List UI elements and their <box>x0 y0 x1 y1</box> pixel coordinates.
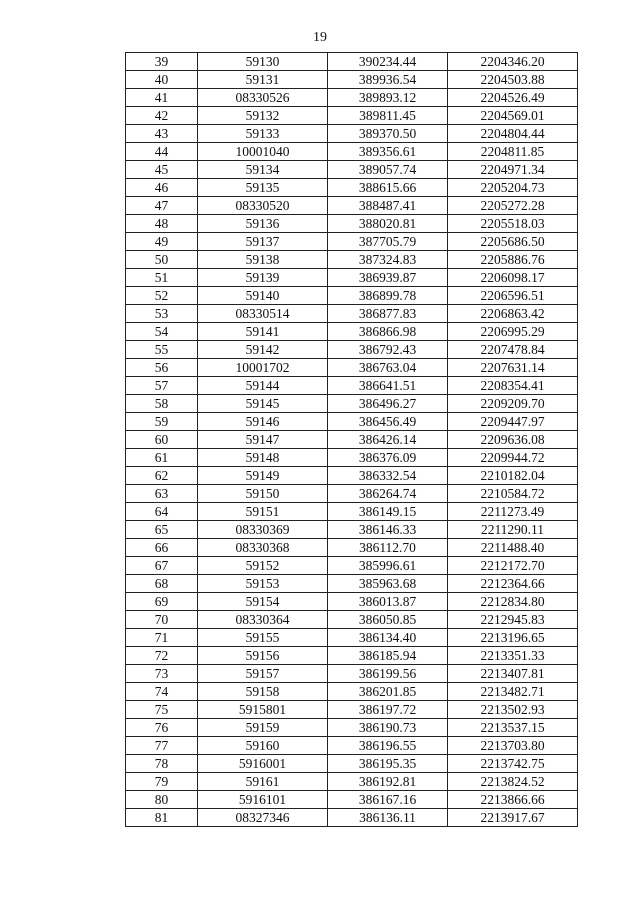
point-id-cell: 59147 <box>198 431 328 449</box>
row-number-cell: 47 <box>126 197 198 215</box>
row-number-cell: 60 <box>126 431 198 449</box>
x-coordinate-cell: 388615.66 <box>328 179 448 197</box>
row-number-cell: 40 <box>126 71 198 89</box>
point-id-cell: 08330526 <box>198 89 328 107</box>
y-coordinate-cell: 2205272.28 <box>448 197 578 215</box>
table-row <box>126 557 578 575</box>
point-id-cell: 5916101 <box>198 791 328 809</box>
table-row <box>126 53 578 71</box>
row-number-cell: 72 <box>126 647 198 665</box>
point-id-cell: 59155 <box>198 629 328 647</box>
point-id-cell: 59136 <box>198 215 328 233</box>
y-coordinate-cell: 2204971.34 <box>448 161 578 179</box>
point-id-cell: 59152 <box>198 557 328 575</box>
y-coordinate-cell: 2213824.52 <box>448 773 578 791</box>
row-number-cell: 69 <box>126 593 198 611</box>
point-id-cell: 59144 <box>198 377 328 395</box>
table-row <box>126 665 578 683</box>
row-number-cell: 59 <box>126 413 198 431</box>
point-id-cell: 59131 <box>198 71 328 89</box>
y-coordinate-cell: 2212172.70 <box>448 557 578 575</box>
row-number-cell: 56 <box>126 359 198 377</box>
table-row <box>126 737 578 755</box>
y-coordinate-cell: 2213502.93 <box>448 701 578 719</box>
y-coordinate-cell: 2209944.72 <box>448 449 578 467</box>
x-coordinate-cell: 386197.72 <box>328 701 448 719</box>
x-coordinate-cell: 386134.40 <box>328 629 448 647</box>
x-coordinate-cell: 389370.50 <box>328 125 448 143</box>
row-number-cell: 55 <box>126 341 198 359</box>
row-number-cell: 39 <box>126 53 198 71</box>
x-coordinate-cell: 386013.87 <box>328 593 448 611</box>
row-number-cell: 48 <box>126 215 198 233</box>
row-number-cell: 45 <box>126 161 198 179</box>
x-coordinate-cell: 386792.43 <box>328 341 448 359</box>
point-id-cell: 59157 <box>198 665 328 683</box>
point-id-cell: 59134 <box>198 161 328 179</box>
table-row <box>126 359 578 377</box>
x-coordinate-cell: 386190.73 <box>328 719 448 737</box>
row-number-cell: 75 <box>126 701 198 719</box>
row-number-cell: 74 <box>126 683 198 701</box>
point-id-cell: 10001040 <box>198 143 328 161</box>
x-coordinate-cell: 386866.98 <box>328 323 448 341</box>
table-row <box>126 71 578 89</box>
x-coordinate-cell: 386426.14 <box>328 431 448 449</box>
table-row <box>126 125 578 143</box>
row-number-cell: 70 <box>126 611 198 629</box>
x-coordinate-cell: 386641.51 <box>328 377 448 395</box>
point-id-cell: 59141 <box>198 323 328 341</box>
row-number-cell: 76 <box>126 719 198 737</box>
table-row <box>126 323 578 341</box>
x-coordinate-cell: 390234.44 <box>328 53 448 71</box>
table-row <box>126 341 578 359</box>
table-row <box>126 701 578 719</box>
y-coordinate-cell: 2213742.75 <box>448 755 578 773</box>
page-number: 19 <box>313 30 327 45</box>
table-row <box>126 809 578 827</box>
point-id-cell: 5915801 <box>198 701 328 719</box>
x-coordinate-cell: 386763.04 <box>328 359 448 377</box>
row-number-cell: 43 <box>126 125 198 143</box>
table-row <box>126 107 578 125</box>
row-number-cell: 68 <box>126 575 198 593</box>
point-id-cell: 59146 <box>198 413 328 431</box>
x-coordinate-cell: 389893.12 <box>328 89 448 107</box>
table-row <box>126 521 578 539</box>
x-coordinate-cell: 386264.74 <box>328 485 448 503</box>
row-number-cell: 73 <box>126 665 198 683</box>
y-coordinate-cell: 2213917.67 <box>448 809 578 827</box>
row-number-cell: 57 <box>126 377 198 395</box>
x-coordinate-cell: 386939.87 <box>328 269 448 287</box>
y-coordinate-cell: 2213537.15 <box>448 719 578 737</box>
y-coordinate-cell: 2204811.85 <box>448 143 578 161</box>
row-number-cell: 46 <box>126 179 198 197</box>
table-row <box>126 377 578 395</box>
y-coordinate-cell: 2204804.44 <box>448 125 578 143</box>
y-coordinate-cell: 2211273.49 <box>448 503 578 521</box>
table-row <box>126 413 578 431</box>
row-number-cell: 41 <box>126 89 198 107</box>
row-number-cell: 66 <box>126 539 198 557</box>
x-coordinate-cell: 386112.70 <box>328 539 448 557</box>
table-row <box>126 683 578 701</box>
table-row <box>126 647 578 665</box>
y-coordinate-cell: 2205686.50 <box>448 233 578 251</box>
coordinates-table-body <box>126 53 578 827</box>
x-coordinate-cell: 386196.55 <box>328 737 448 755</box>
row-number-cell: 44 <box>126 143 198 161</box>
y-coordinate-cell: 2206098.17 <box>448 269 578 287</box>
x-coordinate-cell: 386149.15 <box>328 503 448 521</box>
point-id-cell: 59130 <box>198 53 328 71</box>
y-coordinate-cell: 2213351.33 <box>448 647 578 665</box>
point-id-cell: 59139 <box>198 269 328 287</box>
x-coordinate-cell: 386199.56 <box>328 665 448 683</box>
y-coordinate-cell: 2211290.11 <box>448 521 578 539</box>
y-coordinate-cell: 2213407.81 <box>448 665 578 683</box>
x-coordinate-cell: 389811.45 <box>328 107 448 125</box>
x-coordinate-cell: 386899.78 <box>328 287 448 305</box>
point-id-cell: 59154 <box>198 593 328 611</box>
x-coordinate-cell: 389057.74 <box>328 161 448 179</box>
point-id-cell: 59142 <box>198 341 328 359</box>
table-row <box>126 485 578 503</box>
y-coordinate-cell: 2213196.65 <box>448 629 578 647</box>
table-row <box>126 233 578 251</box>
row-number-cell: 78 <box>126 755 198 773</box>
x-coordinate-cell: 385963.68 <box>328 575 448 593</box>
x-coordinate-cell: 386146.33 <box>328 521 448 539</box>
point-id-cell: 59148 <box>198 449 328 467</box>
table-row <box>126 431 578 449</box>
y-coordinate-cell: 2204346.20 <box>448 53 578 71</box>
row-number-cell: 62 <box>126 467 198 485</box>
x-coordinate-cell: 388020.81 <box>328 215 448 233</box>
point-id-cell: 59149 <box>198 467 328 485</box>
row-number-cell: 53 <box>126 305 198 323</box>
row-number-cell: 63 <box>126 485 198 503</box>
y-coordinate-cell: 2204569.01 <box>448 107 578 125</box>
point-id-cell: 08330364 <box>198 611 328 629</box>
point-id-cell: 08330369 <box>198 521 328 539</box>
row-number-cell: 71 <box>126 629 198 647</box>
y-coordinate-cell: 2204526.49 <box>448 89 578 107</box>
point-id-cell: 08330520 <box>198 197 328 215</box>
x-coordinate-cell: 388487.41 <box>328 197 448 215</box>
y-coordinate-cell: 2213482.71 <box>448 683 578 701</box>
y-coordinate-cell: 2206995.29 <box>448 323 578 341</box>
point-id-cell: 08330368 <box>198 539 328 557</box>
point-id-cell: 59135 <box>198 179 328 197</box>
y-coordinate-cell: 2210182.04 <box>448 467 578 485</box>
y-coordinate-cell: 2208354.41 <box>448 377 578 395</box>
table-row <box>126 197 578 215</box>
y-coordinate-cell: 2209447.97 <box>448 413 578 431</box>
row-number-cell: 81 <box>126 809 198 827</box>
table-row <box>126 611 578 629</box>
point-id-cell: 59161 <box>198 773 328 791</box>
table-row <box>126 503 578 521</box>
table-row <box>126 287 578 305</box>
row-number-cell: 80 <box>126 791 198 809</box>
table-row <box>126 773 578 791</box>
point-id-cell: 5916001 <box>198 755 328 773</box>
x-coordinate-cell: 386195.35 <box>328 755 448 773</box>
table-row <box>126 143 578 161</box>
point-id-cell: 08327346 <box>198 809 328 827</box>
x-coordinate-cell: 389356.61 <box>328 143 448 161</box>
table-row <box>126 215 578 233</box>
table-row <box>126 629 578 647</box>
x-coordinate-cell: 386201.85 <box>328 683 448 701</box>
y-coordinate-cell: 2205886.76 <box>448 251 578 269</box>
table-row <box>126 719 578 737</box>
x-coordinate-cell: 386185.94 <box>328 647 448 665</box>
table-row <box>126 755 578 773</box>
x-coordinate-cell: 385996.61 <box>328 557 448 575</box>
y-coordinate-cell: 2206863.42 <box>448 305 578 323</box>
point-id-cell: 59156 <box>198 647 328 665</box>
row-number-cell: 79 <box>126 773 198 791</box>
row-number-cell: 51 <box>126 269 198 287</box>
row-number-cell: 64 <box>126 503 198 521</box>
x-coordinate-cell: 387324.83 <box>328 251 448 269</box>
x-coordinate-cell: 387705.79 <box>328 233 448 251</box>
point-id-cell: 59133 <box>198 125 328 143</box>
point-id-cell: 59132 <box>198 107 328 125</box>
point-id-cell: 59158 <box>198 683 328 701</box>
row-number-cell: 77 <box>126 737 198 755</box>
y-coordinate-cell: 2210584.72 <box>448 485 578 503</box>
table-row <box>126 161 578 179</box>
table-row <box>126 575 578 593</box>
table-row <box>126 395 578 413</box>
y-coordinate-cell: 2207631.14 <box>448 359 578 377</box>
point-id-cell: 59160 <box>198 737 328 755</box>
y-coordinate-cell: 2204503.88 <box>448 71 578 89</box>
point-id-cell: 59159 <box>198 719 328 737</box>
x-coordinate-cell: 389936.54 <box>328 71 448 89</box>
table-row <box>126 305 578 323</box>
x-coordinate-cell: 386167.16 <box>328 791 448 809</box>
table-row <box>126 593 578 611</box>
y-coordinate-cell: 2206596.51 <box>448 287 578 305</box>
row-number-cell: 52 <box>126 287 198 305</box>
row-number-cell: 50 <box>126 251 198 269</box>
y-coordinate-cell: 2212945.83 <box>448 611 578 629</box>
point-id-cell: 59140 <box>198 287 328 305</box>
x-coordinate-cell: 386050.85 <box>328 611 448 629</box>
x-coordinate-cell: 386192.81 <box>328 773 448 791</box>
y-coordinate-cell: 2213703.80 <box>448 737 578 755</box>
y-coordinate-cell: 2209636.08 <box>448 431 578 449</box>
point-id-cell: 59137 <box>198 233 328 251</box>
y-coordinate-cell: 2213866.66 <box>448 791 578 809</box>
table-row <box>126 449 578 467</box>
table-row <box>126 467 578 485</box>
point-id-cell: 59151 <box>198 503 328 521</box>
x-coordinate-cell: 386332.54 <box>328 467 448 485</box>
y-coordinate-cell: 2205518.03 <box>448 215 578 233</box>
x-coordinate-cell: 386136.11 <box>328 809 448 827</box>
point-id-cell: 10001702 <box>198 359 328 377</box>
row-number-cell: 42 <box>126 107 198 125</box>
row-number-cell: 65 <box>126 521 198 539</box>
row-number-cell: 58 <box>126 395 198 413</box>
point-id-cell: 59138 <box>198 251 328 269</box>
point-id-cell: 59153 <box>198 575 328 593</box>
row-number-cell: 67 <box>126 557 198 575</box>
y-coordinate-cell: 2212834.80 <box>448 593 578 611</box>
table-row <box>126 179 578 197</box>
y-coordinate-cell: 2212364.66 <box>448 575 578 593</box>
point-id-cell: 08330514 <box>198 305 328 323</box>
y-coordinate-cell: 2205204.73 <box>448 179 578 197</box>
table-row <box>126 269 578 287</box>
coordinates-table <box>125 52 578 827</box>
y-coordinate-cell: 2211488.40 <box>448 539 578 557</box>
row-number-cell: 54 <box>126 323 198 341</box>
x-coordinate-cell: 386496.27 <box>328 395 448 413</box>
row-number-cell: 61 <box>126 449 198 467</box>
y-coordinate-cell: 2207478.84 <box>448 341 578 359</box>
x-coordinate-cell: 386456.49 <box>328 413 448 431</box>
row-number-cell: 49 <box>126 233 198 251</box>
y-coordinate-cell: 2209209.70 <box>448 395 578 413</box>
x-coordinate-cell: 386877.83 <box>328 305 448 323</box>
point-id-cell: 59150 <box>198 485 328 503</box>
table-row <box>126 89 578 107</box>
point-id-cell: 59145 <box>198 395 328 413</box>
table-row <box>126 791 578 809</box>
table-row <box>126 539 578 557</box>
table-row <box>126 251 578 269</box>
x-coordinate-cell: 386376.09 <box>328 449 448 467</box>
